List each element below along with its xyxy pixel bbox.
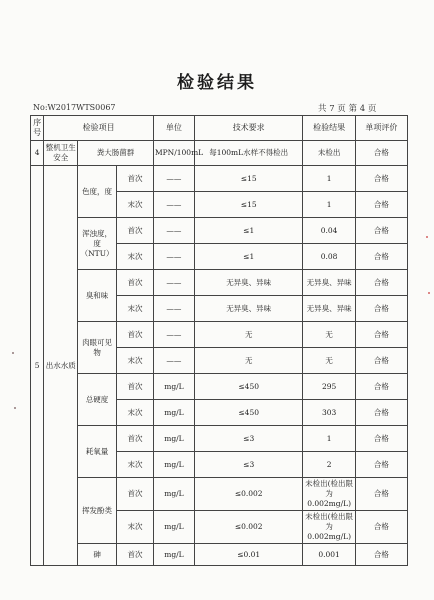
table-row <box>31 374 408 400</box>
requirement-cell: ≤1 <box>194 244 303 270</box>
header-unit: 单位 <box>153 116 194 141</box>
unit-cell: mg/L <box>153 400 194 426</box>
row4-seq: 4 <box>31 141 44 166</box>
table-row <box>31 322 408 348</box>
requirement-cell: ≤15 <box>194 192 303 218</box>
table-row <box>31 218 408 244</box>
header-evaluation: 单项评价 <box>355 116 407 141</box>
row4-requirement: 每100mL水样不得检出 <box>194 141 303 166</box>
result-cell: 无 <box>303 322 355 348</box>
unit-cell: —— <box>153 218 194 244</box>
stage-cell: 首次 <box>117 322 154 348</box>
parameter-name: 挥发酚类 <box>78 478 117 544</box>
requirement-cell: ≤1 <box>194 218 303 244</box>
table-row <box>31 270 408 296</box>
parameter-name: 总硬度 <box>78 374 117 426</box>
unit-cell: —— <box>153 322 194 348</box>
evaluation-cell: 合格 <box>355 452 407 478</box>
requirement-cell: ≤3 <box>194 452 303 478</box>
row4-result: 未检出 <box>303 141 355 166</box>
requirement-cell: 无异臭、异味 <box>194 270 303 296</box>
stage-cell: 首次 <box>117 426 154 452</box>
stage-cell: 首次 <box>117 270 154 296</box>
requirement-cell: 无 <box>194 322 303 348</box>
table-row <box>31 166 408 192</box>
evaluation-cell: 合格 <box>355 166 407 192</box>
evaluation-cell: 合格 <box>355 192 407 218</box>
result-cell: 1 <box>303 192 355 218</box>
result-cell: 1 <box>303 166 355 192</box>
stage-cell: 末次 <box>117 244 154 270</box>
stage-cell: 首次 <box>117 478 154 511</box>
scan-speck <box>12 352 14 354</box>
requirement-cell: ≤15 <box>194 166 303 192</box>
document-title: 检验结果 <box>177 73 257 93</box>
stage-cell: 首次 <box>117 166 154 192</box>
header-requirement: 技术要求 <box>194 116 303 141</box>
scan-speck <box>428 292 430 294</box>
unit-cell: —— <box>153 296 194 322</box>
result-cell: 303 <box>303 400 355 426</box>
parameter-name: 浑浊度，度（NTU） <box>78 218 117 270</box>
evaluation-cell: 合格 <box>355 544 407 566</box>
section-seq: 5 <box>31 166 44 566</box>
unit-cell: mg/L <box>153 426 194 452</box>
header-item: 检验项目 <box>44 116 154 141</box>
stage-cell: 末次 <box>117 511 154 544</box>
requirement-cell: ≤0.01 <box>194 544 303 566</box>
evaluation-cell: 合格 <box>355 348 407 374</box>
unit-cell: mg/L <box>153 452 194 478</box>
evaluation-cell: 合格 <box>355 322 407 348</box>
evaluation-cell: 合格 <box>355 374 407 400</box>
unit-cell: —— <box>153 270 194 296</box>
result-cell: 无异臭、异味 <box>303 296 355 322</box>
unit-cell: —— <box>153 244 194 270</box>
stage-cell: 末次 <box>117 192 154 218</box>
results-table <box>30 115 408 566</box>
stage-cell: 首次 <box>117 218 154 244</box>
unit-cell: —— <box>153 348 194 374</box>
unit-cell: mg/L <box>153 511 194 544</box>
stage-cell: 末次 <box>117 400 154 426</box>
section-label: 出水水质 <box>44 166 78 566</box>
result-cell: 1 <box>303 426 355 452</box>
result-cell: 0.08 <box>303 244 355 270</box>
evaluation-cell: 合格 <box>355 244 407 270</box>
stage-cell: 末次 <box>117 452 154 478</box>
stage-cell: 首次 <box>117 374 154 400</box>
stage-cell: 末次 <box>117 348 154 374</box>
table-row <box>31 426 408 452</box>
row4-item: 整机卫生安全 <box>44 141 78 166</box>
header-result: 检验结果 <box>303 116 355 141</box>
scan-speck <box>14 407 16 409</box>
scan-speck <box>426 236 428 238</box>
result-cell: 295 <box>303 374 355 400</box>
header-seq: 序号 <box>31 116 44 141</box>
table-row-hygiene <box>31 141 408 166</box>
unit-cell: mg/L <box>153 478 194 511</box>
evaluation-cell: 合格 <box>355 218 407 244</box>
table-header-row <box>31 116 408 141</box>
unit-cell: —— <box>153 166 194 192</box>
parameter-name: 色度，度 <box>78 166 117 218</box>
evaluation-cell: 合格 <box>355 400 407 426</box>
table-row <box>31 544 408 566</box>
result-cell: 0.001 <box>303 544 355 566</box>
requirement-cell: 无 <box>194 348 303 374</box>
parameter-name: 砷 <box>78 544 117 566</box>
evaluation-cell: 合格 <box>355 270 407 296</box>
report-number: No:W2017WTS0067 <box>33 103 116 112</box>
evaluation-cell: 合格 <box>355 296 407 322</box>
evaluation-cell: 合格 <box>355 511 407 544</box>
result-cell: 未检出(检出限为0.002mg/L) <box>303 511 355 544</box>
requirement-cell: 无异臭、异味 <box>194 296 303 322</box>
parameter-name: 臭和味 <box>78 270 117 322</box>
page-info: 共 7 页 第 4 页 <box>318 104 377 114</box>
evaluation-cell: 合格 <box>355 426 407 452</box>
row4-unit: MPN/100mL <box>153 141 194 166</box>
evaluation-cell: 合格 <box>355 478 407 511</box>
parameter-name: 肉眼可见物 <box>78 322 117 374</box>
stage-cell: 首次 <box>117 544 154 566</box>
result-cell: 无异臭、异味 <box>303 270 355 296</box>
requirement-cell: ≤450 <box>194 400 303 426</box>
stage-cell: 末次 <box>117 296 154 322</box>
row4-subitem: 粪大肠菌群 <box>78 141 154 166</box>
result-cell: 未检出(检出限为0.002mg/L) <box>303 478 355 511</box>
result-cell: 无 <box>303 348 355 374</box>
unit-cell: —— <box>153 192 194 218</box>
table-row <box>31 478 408 511</box>
result-cell: 2 <box>303 452 355 478</box>
requirement-cell: ≤3 <box>194 426 303 452</box>
unit-cell: mg/L <box>153 374 194 400</box>
unit-cell: mg/L <box>153 544 194 566</box>
requirement-cell: ≤0.002 <box>194 478 303 511</box>
requirement-cell: ≤0.002 <box>194 511 303 544</box>
row4-evaluation: 合格 <box>355 141 407 166</box>
requirement-cell: ≤450 <box>194 374 303 400</box>
parameter-name: 耗氧量 <box>78 426 117 478</box>
result-cell: 0.04 <box>303 218 355 244</box>
